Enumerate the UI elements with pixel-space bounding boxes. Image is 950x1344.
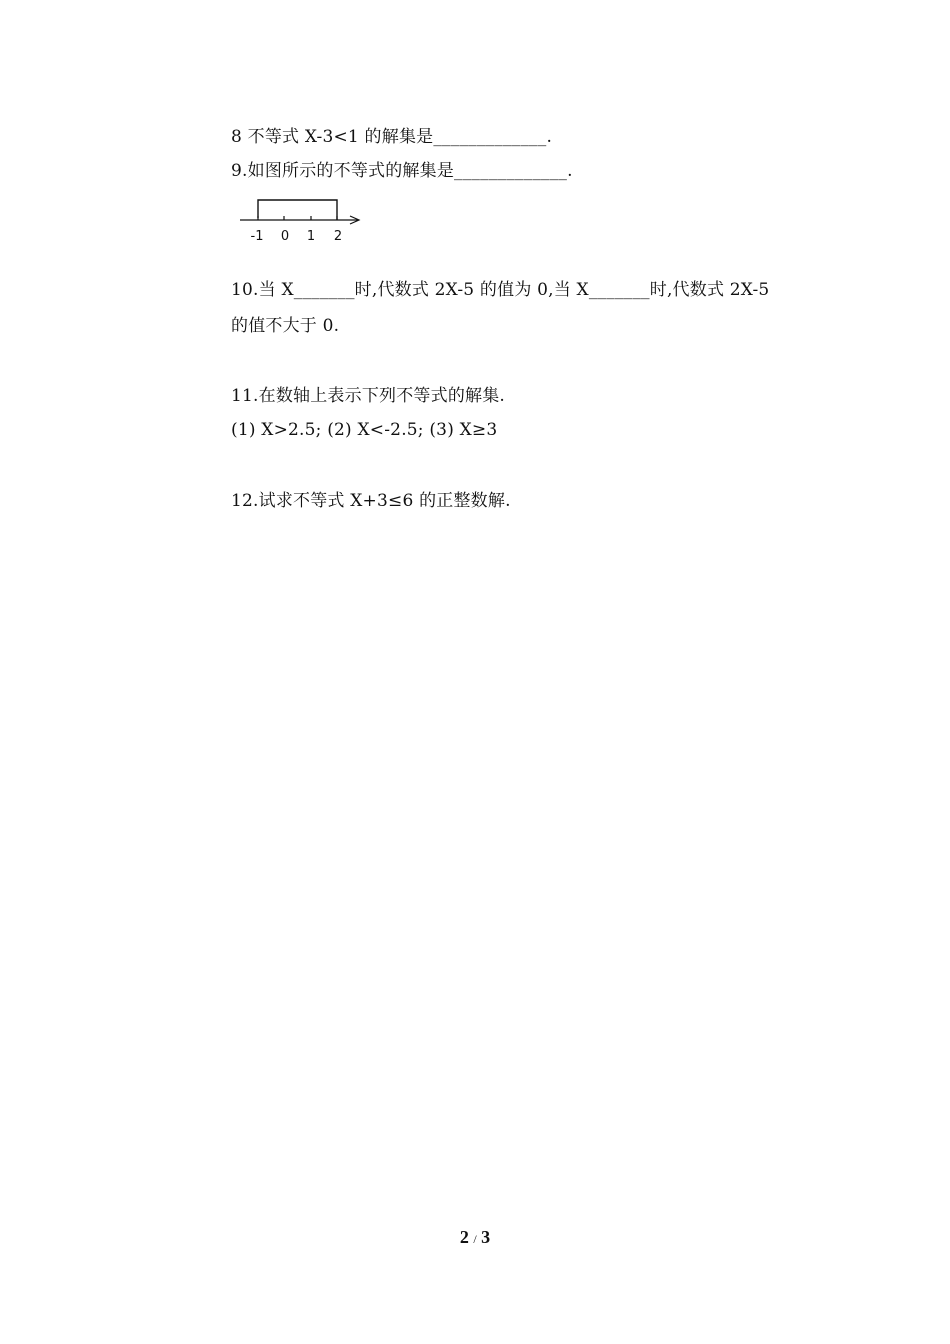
page-separator: / <box>473 1232 477 1246</box>
number-line-figure <box>238 196 368 246</box>
tick-label: 0 <box>280 229 290 244</box>
solution-bracket <box>258 200 337 220</box>
question-11-line-2: (1) X>2.5; (2) X<-2.5; (3) X≥3 <box>231 420 498 440</box>
total-pages: 3 <box>481 1227 491 1247</box>
current-page: 2 <box>459 1227 469 1247</box>
question-12: 12.试求不等式 X+3≤6 的正整数解. <box>231 491 511 511</box>
page-number <box>0 1226 950 1250</box>
tick-label: 1 <box>306 229 316 244</box>
question-10-line-1: 10.当 X_______时,代数式 2X-5 的值为 0,当 X_______时,代数式 2X-5 <box>231 280 770 300</box>
tick-label: -1 <box>250 229 264 244</box>
question-9: 9.如图所示的不等式的解集是_____________. <box>231 161 573 181</box>
tick-label: 2 <box>333 229 343 244</box>
question-10-line-2: 的值不大于 0. <box>231 316 340 336</box>
question-8: 8 不等式 X-3<1 的解集是_____________. <box>231 127 553 147</box>
question-11-line-1: 11.在数轴上表示下列不等式的解集. <box>231 386 506 406</box>
